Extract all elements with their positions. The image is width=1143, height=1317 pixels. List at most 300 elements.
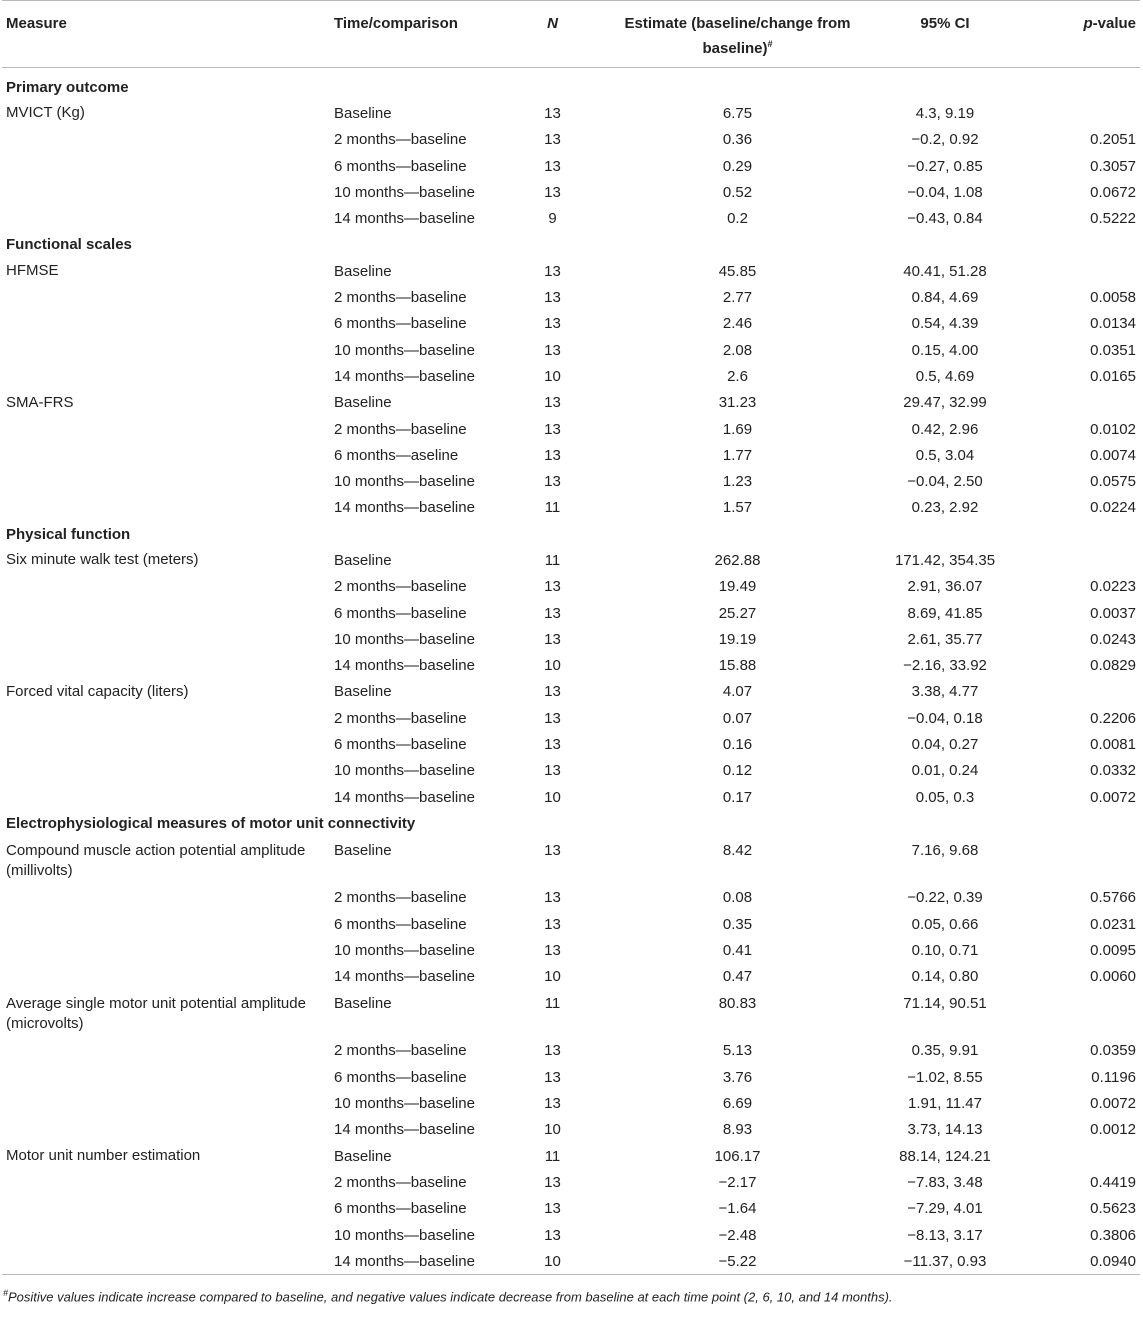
ci-cell: −7.83, 3.48 xyxy=(907,1173,983,1191)
n-cell: 13 xyxy=(544,420,561,438)
estimate-cell: 8.42 xyxy=(722,841,753,859)
table-row xyxy=(2,937,1140,963)
table-row xyxy=(2,1064,1140,1090)
time-comparison-cell: 2 months—baseline xyxy=(334,420,467,438)
time-comparison-cell: 2 months—baseline xyxy=(334,131,467,149)
time-comparison-cell: 10 months—baseline xyxy=(334,341,475,359)
p-value-cell: 0.0332 xyxy=(1090,762,1136,780)
n-cell: 13 xyxy=(544,394,561,412)
estimate-cell: 0.12 xyxy=(722,762,753,780)
table-row xyxy=(2,127,1140,153)
table-row xyxy=(2,1090,1140,1116)
measure-cell xyxy=(2,731,330,757)
time-comparison-cell: 6 months—aseline xyxy=(334,446,459,464)
time-comparison-cell: 14 months—baseline xyxy=(334,968,475,986)
table-row xyxy=(2,153,1140,179)
table-row xyxy=(2,1038,1140,1064)
table-row xyxy=(2,885,1140,911)
ci-cell: 0.10, 0.71 xyxy=(911,941,979,959)
table-row xyxy=(2,731,1140,757)
measure-cell xyxy=(2,337,330,363)
measure-cell xyxy=(2,653,330,679)
time-comparison-cell: 2 months—baseline xyxy=(334,578,467,596)
estimate-cell: 0.17 xyxy=(722,788,753,806)
p-value-cell: 0.5623 xyxy=(1090,1200,1136,1218)
measure-cell xyxy=(2,284,330,310)
n-cell: 11 xyxy=(544,1147,561,1165)
table-row xyxy=(2,679,1140,705)
header-n xyxy=(500,1,605,68)
ci-cell: 4.3, 9.19 xyxy=(915,104,975,122)
n-cell: 13 xyxy=(544,683,561,701)
time-comparison-cell: 6 months—baseline xyxy=(334,1200,467,1218)
p-value-cell xyxy=(1020,547,1140,573)
table-row xyxy=(2,205,1140,231)
estimate-cell: 25.27 xyxy=(718,604,757,622)
p-value-cell: 0.0102 xyxy=(1090,420,1136,438)
measure-cell xyxy=(2,1196,330,1222)
table-row xyxy=(2,911,1140,937)
measure-cell: Average single motor unit potential amplitude (microvolts) xyxy=(6,994,306,1032)
measure-cell xyxy=(2,574,330,600)
table-row xyxy=(2,547,1140,573)
estimate-cell: 2.6 xyxy=(727,367,748,385)
estimate-cell: 0.52 xyxy=(722,183,753,201)
p-value-cell: 0.0058 xyxy=(1090,289,1136,307)
ci-cell: 0.23, 2.92 xyxy=(911,499,979,517)
measure-cell xyxy=(2,964,330,990)
time-comparison-cell: 10 months—baseline xyxy=(334,1226,475,1244)
n-cell: 13 xyxy=(544,915,561,933)
ci-cell: 2.91, 36.07 xyxy=(907,578,983,596)
estimate-cell: 262.88 xyxy=(714,551,761,569)
n-cell: 13 xyxy=(544,1095,561,1113)
p-value-cell: 0.2051 xyxy=(1090,131,1136,149)
measure-cell xyxy=(2,127,330,153)
p-value-cell: 0.5222 xyxy=(1090,210,1136,228)
time-comparison-cell: Baseline xyxy=(334,551,392,569)
ci-cell: 7.16, 9.68 xyxy=(911,841,979,859)
footnote-text: Positive values indicate increase compared to baseline, and negative values indicate decrease from baseline at each time point (2, 6, 10, and 14 months). xyxy=(8,1289,893,1305)
ci-cell: 0.15, 4.00 xyxy=(911,341,979,359)
ci-cell: 3.38, 4.77 xyxy=(911,683,979,701)
n-cell: 13 xyxy=(544,1200,561,1218)
measure-cell: Motor unit number estimation xyxy=(6,1147,201,1165)
ci-cell: −11.37, 0.93 xyxy=(870,1248,1020,1275)
ci-cell: −2.16, 33.92 xyxy=(903,657,987,675)
estimate-cell: 2.08 xyxy=(722,341,753,359)
n-cell: 10 xyxy=(544,1121,561,1139)
estimate-cell: 6.75 xyxy=(722,104,753,122)
header-estimate-label: Estimate (baseline/change from baseline) xyxy=(624,15,851,57)
p-value-cell xyxy=(1020,100,1140,126)
p-value-cell: 0.0243 xyxy=(1090,630,1136,648)
time-comparison-cell: 2 months—baseline xyxy=(334,1042,467,1060)
n-cell: 13 xyxy=(544,841,561,859)
time-comparison-cell: 2 months—baseline xyxy=(334,1173,467,1191)
n-cell: 13 xyxy=(544,1068,561,1086)
table-row xyxy=(2,600,1140,626)
ci-cell: 3.73, 14.13 xyxy=(907,1121,983,1139)
ci-cell: −8.13, 3.17 xyxy=(907,1226,983,1244)
p-value-cell: 0.4419 xyxy=(1090,1173,1136,1191)
time-comparison-cell: 14 months—baseline xyxy=(330,1248,500,1275)
measure-cell: Forced vital capacity (liters) xyxy=(6,682,189,700)
n-cell: 13 xyxy=(544,289,561,307)
p-value-cell: 0.0359 xyxy=(1090,1042,1136,1060)
n-cell: 10 xyxy=(544,367,561,385)
time-comparison-cell: 14 months—baseline xyxy=(334,210,475,228)
ci-cell: −0.04, 0.18 xyxy=(907,709,983,727)
n-cell: 13 xyxy=(544,1173,561,1191)
measure-cell xyxy=(2,468,330,494)
n-cell: 11 xyxy=(544,499,561,517)
p-value-cell: 0.0829 xyxy=(1090,657,1136,675)
p-value-cell xyxy=(1020,1143,1140,1169)
table-row xyxy=(2,495,1140,521)
table-row xyxy=(2,442,1140,468)
time-comparison-cell: 10 months—baseline xyxy=(334,941,475,959)
estimate-cell: 45.85 xyxy=(718,262,757,280)
estimate-cell: 2.77 xyxy=(722,289,753,307)
section-heading: Electrophysiological measures of motor unit connectivity xyxy=(6,814,416,832)
estimate-cell: 0.35 xyxy=(722,915,753,933)
measure-cell xyxy=(2,758,330,784)
estimate-cell: 0.29 xyxy=(722,157,753,175)
table-row xyxy=(2,416,1140,442)
n-cell: 13 xyxy=(544,630,561,648)
table-row xyxy=(2,990,1140,1038)
measure-cell xyxy=(2,153,330,179)
section-row xyxy=(2,521,1140,547)
ci-cell: 0.42, 2.96 xyxy=(911,420,979,438)
estimate-cell: 1.57 xyxy=(722,499,753,517)
n-cell: 13 xyxy=(544,473,561,491)
p-value-cell: 0.0224 xyxy=(1090,499,1136,517)
ci-cell: 0.05, 0.3 xyxy=(915,788,975,806)
estimate-cell: 2.46 xyxy=(722,315,753,333)
header-p-value xyxy=(1020,1,1140,68)
p-value-cell xyxy=(1020,258,1140,284)
estimate-cell: −2.48 xyxy=(718,1226,757,1244)
measure-cell xyxy=(2,179,330,205)
measure-cell xyxy=(2,937,330,963)
header-measure: Measure xyxy=(2,1,330,68)
ci-cell: 29.47, 32.99 xyxy=(903,394,987,412)
section-heading: Physical function xyxy=(6,525,131,543)
table-row xyxy=(2,653,1140,679)
estimate-cell: 3.76 xyxy=(722,1068,753,1086)
measure-cell xyxy=(2,1038,330,1064)
ci-cell: −0.22, 0.39 xyxy=(907,889,983,907)
results-table xyxy=(2,0,1140,1275)
table-header xyxy=(2,1,1140,68)
table-row xyxy=(2,311,1140,337)
n-cell: 13 xyxy=(544,762,561,780)
n-cell: 10 xyxy=(544,657,561,675)
footnote-mark: # xyxy=(3,1288,9,1299)
table-row xyxy=(2,574,1140,600)
ci-cell: 0.04, 0.27 xyxy=(911,736,979,754)
measure-cell xyxy=(2,442,330,468)
time-comparison-cell: 14 months—baseline xyxy=(334,367,475,385)
p-value-cell: 0.0940 xyxy=(1020,1248,1140,1275)
ci-cell: 71.14, 90.51 xyxy=(903,994,987,1012)
time-comparison-cell: Baseline xyxy=(334,994,392,1012)
time-comparison-cell: 6 months—baseline xyxy=(334,736,467,754)
table-row xyxy=(2,1196,1140,1222)
section-row xyxy=(2,810,1140,836)
n-cell: 11 xyxy=(544,994,561,1012)
time-comparison-cell: Baseline xyxy=(334,104,392,122)
time-comparison-cell: 10 months—baseline xyxy=(334,630,475,648)
table-footnote xyxy=(3,1285,1143,1305)
section-heading: Primary outcome xyxy=(6,78,129,96)
time-comparison-cell: 10 months—baseline xyxy=(334,762,475,780)
n-cell: 13 xyxy=(544,262,561,280)
n-cell: 9 xyxy=(548,210,557,228)
estimate-cell: 0.08 xyxy=(722,889,753,907)
n-cell: 13 xyxy=(544,889,561,907)
measure-cell: HFMSE xyxy=(6,262,59,280)
ci-cell: 0.5, 4.69 xyxy=(915,367,975,385)
p-value-cell xyxy=(1020,990,1140,1038)
table-row xyxy=(2,337,1140,363)
p-value-cell: 0.0074 xyxy=(1090,446,1136,464)
p-value-cell: 0.0672 xyxy=(1090,183,1136,201)
measure-cell xyxy=(2,416,330,442)
p-value-cell: 0.0072 xyxy=(1090,788,1136,806)
p-value-cell: 0.0012 xyxy=(1090,1121,1136,1139)
estimate-cell: 80.83 xyxy=(718,994,757,1012)
estimate-cell: 106.17 xyxy=(714,1147,761,1165)
header-p-italic: p xyxy=(1083,15,1093,32)
p-value-cell: 0.0575 xyxy=(1090,473,1136,491)
time-comparison-cell: 6 months—baseline xyxy=(334,315,467,333)
measure-cell xyxy=(2,205,330,231)
table-row xyxy=(2,1117,1140,1143)
estimate-cell: −2.17 xyxy=(718,1173,757,1191)
measure-cell xyxy=(2,784,330,810)
n-cell: 13 xyxy=(544,183,561,201)
header-n-label: N xyxy=(547,15,558,32)
header-p-rest: -value xyxy=(1092,15,1136,32)
p-value-cell: 0.0060 xyxy=(1090,968,1136,986)
table-row xyxy=(2,284,1140,310)
n-cell: 13 xyxy=(544,941,561,959)
estimate-cell: 1.69 xyxy=(722,420,753,438)
time-comparison-cell: 6 months—baseline xyxy=(334,157,467,175)
n-cell: 10 xyxy=(500,1248,605,1275)
measure-cell xyxy=(2,626,330,652)
table-row xyxy=(2,363,1140,389)
p-value-cell xyxy=(1020,390,1140,416)
measure-cell xyxy=(2,885,330,911)
header-estimate xyxy=(605,1,870,68)
n-cell: 13 xyxy=(544,578,561,596)
measure-cell: Six minute walk test (meters) xyxy=(6,551,199,569)
p-value-cell: 0.0095 xyxy=(1090,941,1136,959)
ci-cell: 171.42, 354.35 xyxy=(894,551,996,569)
ci-cell: −7.29, 4.01 xyxy=(907,1200,983,1218)
measure-cell xyxy=(2,1248,330,1275)
time-comparison-cell: Baseline xyxy=(334,683,392,701)
p-value-cell xyxy=(1020,837,1140,885)
estimate-cell: 0.41 xyxy=(722,941,753,959)
table-row xyxy=(2,468,1140,494)
time-comparison-cell: Baseline xyxy=(334,841,392,859)
measure-cell xyxy=(2,1090,330,1116)
n-cell: 13 xyxy=(544,736,561,754)
section-row xyxy=(2,68,1140,101)
ci-cell: −0.04, 1.08 xyxy=(907,183,983,201)
ci-cell: 0.5, 3.04 xyxy=(915,446,975,464)
time-comparison-cell: Baseline xyxy=(334,394,392,412)
estimate-cell: −1.64 xyxy=(718,1200,757,1218)
estimate-cell: 31.23 xyxy=(718,394,757,412)
estimate-cell: 0.36 xyxy=(722,131,753,149)
table-row xyxy=(2,100,1140,126)
ci-cell: 1.91, 11.47 xyxy=(908,1095,982,1113)
n-cell: 13 xyxy=(544,131,561,149)
estimate-cell: 19.19 xyxy=(718,630,757,648)
estimate-cell: 0.16 xyxy=(722,736,753,754)
p-value-cell: 0.3057 xyxy=(1090,157,1136,175)
ci-cell: −0.2, 0.92 xyxy=(911,131,979,149)
estimate-cell: −5.22 xyxy=(605,1248,870,1275)
ci-cell: 0.14, 0.80 xyxy=(911,968,979,986)
n-cell: 13 xyxy=(544,341,561,359)
measure-cell: Compound muscle action potential amplitude (millivolts) xyxy=(6,841,306,879)
header-ci: 95% CI xyxy=(870,1,1020,68)
time-comparison-cell: 6 months—baseline xyxy=(334,604,467,622)
estimate-cell: 1.23 xyxy=(722,473,753,491)
ci-cell: −0.27, 0.85 xyxy=(907,157,983,175)
time-comparison-cell: 2 months—baseline xyxy=(334,889,467,907)
table-row xyxy=(2,964,1140,990)
n-cell: 13 xyxy=(544,709,561,727)
table-row xyxy=(2,1143,1140,1169)
ci-cell: 0.84, 4.69 xyxy=(911,289,979,307)
n-cell: 13 xyxy=(544,604,561,622)
n-cell: 13 xyxy=(544,157,561,175)
table-row xyxy=(2,626,1140,652)
time-comparison-cell: 14 months—baseline xyxy=(334,657,475,675)
measure-cell xyxy=(2,363,330,389)
p-value-cell: 0.0037 xyxy=(1090,604,1136,622)
ci-cell: 0.54, 4.39 xyxy=(911,315,979,333)
estimate-cell: 5.13 xyxy=(722,1042,753,1060)
table-row xyxy=(2,258,1140,284)
time-comparison-cell: 10 months—baseline xyxy=(334,473,475,491)
section-row xyxy=(2,232,1140,258)
time-comparison-cell: 2 months—baseline xyxy=(334,289,467,307)
table-row xyxy=(2,179,1140,205)
p-value-cell: 0.0351 xyxy=(1090,341,1136,359)
p-value-cell: 0.0165 xyxy=(1090,367,1136,385)
measure-cell xyxy=(2,1117,330,1143)
measure-cell: SMA-FRS xyxy=(6,393,74,411)
estimate-cell: 0.47 xyxy=(722,968,753,986)
time-comparison-cell: 6 months—baseline xyxy=(334,915,467,933)
table-body xyxy=(2,68,1140,1275)
estimate-cell: 8.93 xyxy=(722,1121,753,1139)
ci-cell: 0.35, 9.91 xyxy=(911,1042,979,1060)
table-row xyxy=(2,1222,1140,1248)
table-row xyxy=(2,837,1140,885)
p-value-cell: 0.0223 xyxy=(1090,578,1136,596)
n-cell: 13 xyxy=(544,315,561,333)
estimate-cell: 1.77 xyxy=(722,446,753,464)
ci-cell: 40.41, 51.28 xyxy=(903,262,987,280)
time-comparison-cell: 14 months—baseline xyxy=(334,1121,475,1139)
table-row xyxy=(2,390,1140,416)
time-comparison-cell: Baseline xyxy=(334,1147,392,1165)
p-value-cell: 0.0081 xyxy=(1090,736,1136,754)
n-cell: 10 xyxy=(544,968,561,986)
p-value-cell: 0.0072 xyxy=(1090,1095,1136,1113)
header-time-comparison: Time/comparison xyxy=(330,1,500,68)
n-cell: 13 xyxy=(544,1042,561,1060)
estimate-cell: 6.69 xyxy=(722,1095,753,1113)
p-value-cell xyxy=(1020,679,1140,705)
n-cell: 13 xyxy=(544,1226,561,1244)
measure-cell xyxy=(2,705,330,731)
ci-cell: −0.43, 0.84 xyxy=(907,210,983,228)
table-row xyxy=(2,705,1140,731)
estimate-cell: 0.07 xyxy=(722,709,753,727)
p-value-cell: 0.0231 xyxy=(1090,915,1136,933)
estimate-cell: 0.2 xyxy=(727,210,748,228)
measure-cell xyxy=(2,495,330,521)
table-row xyxy=(2,1169,1140,1195)
n-cell: 13 xyxy=(544,446,561,464)
p-value-cell: 0.2206 xyxy=(1090,709,1136,727)
header-estimate-footnote-mark: # xyxy=(767,39,773,49)
ci-cell: 8.69, 41.85 xyxy=(907,604,983,622)
time-comparison-cell: 6 months—baseline xyxy=(334,1068,467,1086)
table-row xyxy=(2,1248,1140,1275)
time-comparison-cell: 14 months—baseline xyxy=(334,499,475,517)
ci-cell: 0.01, 0.24 xyxy=(911,762,979,780)
p-value-cell: 0.0134 xyxy=(1090,315,1136,333)
p-value-cell: 0.1196 xyxy=(1091,1068,1136,1086)
measure-cell xyxy=(2,911,330,937)
p-value-cell: 0.5766 xyxy=(1090,889,1136,907)
table-row xyxy=(2,784,1140,810)
time-comparison-cell: Baseline xyxy=(334,262,392,280)
p-value-cell: 0.3806 xyxy=(1090,1226,1136,1244)
ci-cell: −1.02, 8.55 xyxy=(907,1068,983,1086)
estimate-cell: 15.88 xyxy=(718,657,757,675)
time-comparison-cell: 2 months—baseline xyxy=(334,709,467,727)
n-cell: 10 xyxy=(544,788,561,806)
section-heading: Functional scales xyxy=(6,236,132,254)
n-cell: 11 xyxy=(544,551,561,569)
ci-cell: −0.04, 2.50 xyxy=(907,473,983,491)
time-comparison-cell: 10 months—baseline xyxy=(334,1095,475,1113)
n-cell: 13 xyxy=(544,104,561,122)
ci-cell: 0.05, 0.66 xyxy=(911,915,979,933)
measure-cell xyxy=(2,311,330,337)
ci-cell: 2.61, 35.77 xyxy=(907,630,983,648)
measure-cell xyxy=(2,1064,330,1090)
measure-cell xyxy=(2,1222,330,1248)
estimate-cell: 19.49 xyxy=(718,578,757,596)
time-comparison-cell: 10 months—baseline xyxy=(334,183,475,201)
table-row xyxy=(2,758,1140,784)
ci-cell: 88.14, 124.21 xyxy=(899,1147,991,1165)
